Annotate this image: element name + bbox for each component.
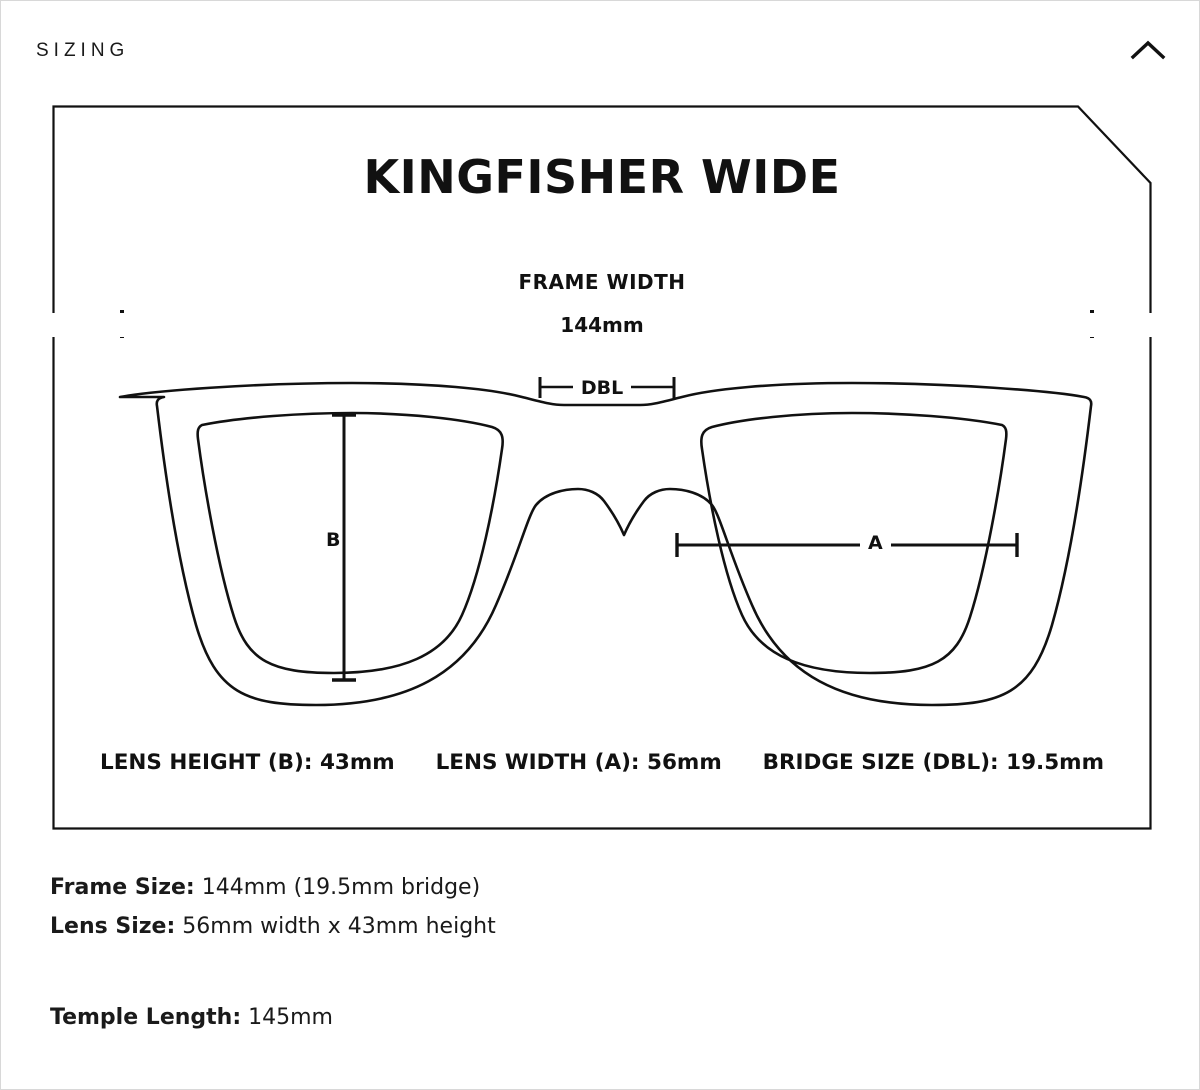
lens-width-measurement: LENS WIDTH (A): 56mm	[435, 750, 722, 775]
frame-size-label: Frame Size:	[50, 875, 195, 900]
measurement-row	[52, 750, 1152, 775]
temple-length-line	[50, 1005, 333, 1030]
lens-height-measurement: LENS HEIGHT (B): 43mm	[100, 750, 395, 775]
frame-size-value: 144mm (19.5mm bridge)	[201, 875, 481, 900]
temple-length-label: Temple Length:	[50, 1005, 242, 1030]
product-title: KINGFISHER WIDE	[363, 150, 841, 204]
temple-length-value: 145mm	[248, 1005, 333, 1030]
sizing-diagram-card	[52, 105, 1152, 830]
sizing-section-header[interactable]	[0, 30, 1200, 80]
section-title: SIZING	[36, 40, 130, 61]
spec-list	[50, 868, 1050, 946]
card-outline	[52, 105, 1152, 830]
lens-height-marker: B	[324, 525, 342, 555]
frame-width-value: 144mm	[52, 313, 1152, 337]
lens-size-line	[50, 907, 1050, 946]
chevron-up-icon[interactable]	[1130, 38, 1166, 64]
lens-size-label: Lens Size:	[50, 914, 176, 939]
lens-width-marker: A	[860, 530, 891, 556]
dbl-label: DBL	[52, 377, 1152, 399]
lens-size-value: 56mm width x 43mm height	[182, 914, 496, 939]
frame-size-line	[50, 868, 1050, 907]
frame-width-label: FRAME WIDTH	[518, 270, 686, 294]
bridge-size-measurement: BRIDGE SIZE (DBL): 19.5mm	[762, 750, 1104, 775]
